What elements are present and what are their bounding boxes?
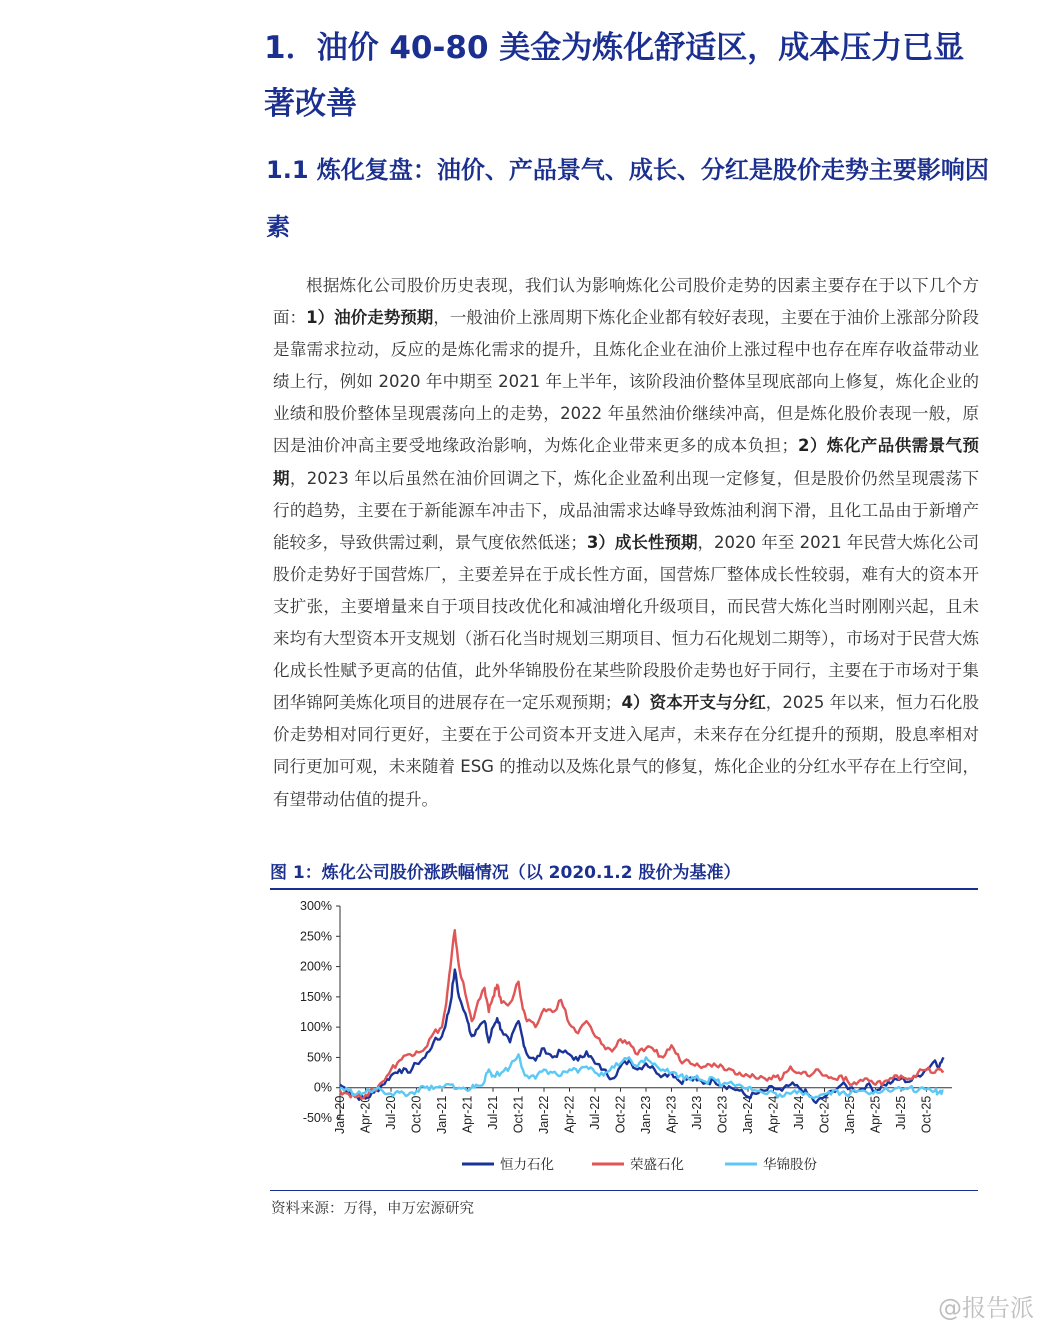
- legend-label: 华锦股份: [763, 1157, 817, 1173]
- x-tick-label: Jul-24: [792, 1095, 806, 1130]
- x-tick-label: Jan-24: [741, 1095, 755, 1134]
- para-bold-3: 3）成长性预期: [586, 532, 698, 552]
- stock-price-line-chart: [270, 892, 970, 1187]
- x-tick-label: Oct-20: [409, 1095, 424, 1134]
- x-tick-label: Apr-23: [664, 1095, 679, 1134]
- x-tick-label: Apr-24: [766, 1095, 781, 1134]
- x-tick-label: Jul-23: [690, 1095, 704, 1130]
- x-tick-label: Jul-20: [384, 1095, 398, 1130]
- para-bold-4: 4）资本开支与分红: [621, 693, 766, 713]
- y-axis: [300, 899, 340, 1125]
- source-note: 资料来源：万得，申万宏源研究: [271, 1201, 474, 1217]
- para-bold-2: 2）炼化产品供需景气预期: [273, 436, 980, 488]
- y-tick-label: 200%: [300, 959, 332, 974]
- y-tick-label: 250%: [300, 929, 332, 944]
- x-tick-label: Jul-21: [486, 1095, 500, 1130]
- x-axis: [333, 1088, 952, 1134]
- y-tick-label: 0%: [313, 1080, 332, 1095]
- x-tick-label: Oct-22: [613, 1095, 628, 1134]
- section-heading: 1．油价 40-80 美金为炼化舒适区，成本压力已显著改善: [264, 30, 965, 122]
- series-line: [340, 930, 944, 1098]
- subsection-heading: 1.1 炼化复盘：油价、产品景气、成长、分红是股价走势主要影响因素: [266, 156, 989, 241]
- para-bold-1: 1）油价走势预期: [306, 308, 434, 328]
- x-tick-label: Apr-25: [868, 1095, 883, 1134]
- x-tick-label: Jul-22: [588, 1095, 602, 1130]
- y-tick-label: 50%: [306, 1050, 332, 1065]
- y-tick-label: 100%: [300, 1020, 332, 1035]
- para-text-1: 根据炼化公司股价历史表现，我们认为影响炼化公司股价走势的因素主要存在于以下几个方面：: [273, 276, 979, 328]
- series-lines: [340, 930, 944, 1103]
- figure-title: 图 1：炼化公司股价涨跌幅情况（以 2020.1.2 股价为基准）: [270, 860, 978, 890]
- x-tick-label: Jan-20: [333, 1095, 347, 1134]
- series-line: [340, 1054, 944, 1098]
- x-tick-label: Oct-23: [715, 1095, 730, 1134]
- x-tick-label: Jul-25: [894, 1095, 908, 1130]
- legend-label: 荣盛石化: [630, 1157, 684, 1173]
- body-paragraph: [273, 270, 979, 816]
- x-tick-label: Jan-21: [435, 1095, 449, 1134]
- x-tick-label: Jan-23: [639, 1095, 653, 1134]
- y-tick-label: -50%: [302, 1111, 332, 1125]
- x-tick-label: Jan-22: [537, 1095, 551, 1134]
- figure-bottom-rule: [270, 1190, 978, 1191]
- chart-legend: [462, 1156, 817, 1173]
- x-tick-label: Apr-21: [460, 1095, 475, 1134]
- para-text-5: ，2025 年以来，恒力石化股价走势相对同行更好，主要在于公司资本开支进入尾声，未来存在分红提升的预期，股息率相对同行更加可观，未来随着 ESG 的推动以及炼化景气的修复，炼化企业的分红水平存在上行空间，有望带动估值的提升。: [273, 693, 979, 809]
- x-tick-label: Apr-20: [358, 1095, 373, 1134]
- y-tick-label: 150%: [300, 989, 332, 1004]
- para-text-4: ，2020 年至 2021 年民营大炼化公司股价走势好于国营炼厂，主要差异在于成长性方面，国营炼厂整体成长性较弱，难有大的资本开支扩张，主要增量来自于项目技改优化和减油增化升级项目，而民营大炼化当时刚刚兴起，且未来均有大型资本开支规划（浙石化当时规划三期项目、恒力石化规划二期等），市场对于民营大炼化成长性赋予更高的估值，此外华锦股份在某些阶段股价走势也好于同行，主要在于市场对于集团华锦阿美炼化项目的进展存在一定乐观预期；: [273, 532, 980, 713]
- x-tick-label: Oct-24: [817, 1095, 832, 1134]
- x-tick-label: Oct-21: [511, 1095, 526, 1134]
- para-text-3: ，2023 年以后虽然在油价回调之下，炼化企业盈利出现一定修复，但是股价仍然呈现震荡下行的趋势，主要在于新能源车冲击下，成品油需求达峰导致炼油利润下滑，且化工品由于新增产能较多，导致供需过剩，景气度依然低迷；: [273, 468, 980, 552]
- y-tick-label: 300%: [300, 899, 332, 913]
- legend-label: 恒力石化: [500, 1157, 554, 1173]
- x-tick-label: Apr-22: [562, 1095, 577, 1134]
- para-text-2: ，一般油价上涨周期下炼化企业都有较好表现，主要在于油价上涨部分阶段是靠需求拉动，反应的是炼化需求的提升，且炼化企业在油价上涨过程中也存在库存收益带动业绩上行，例如 2020 年中期至 2021 年上半年，该阶段油价整体呈现底部向上修复，炼化企业的业绩和股价整体呈现震荡向上的走势，2022 年虽然油价继续冲高，但是炼化股价表现一般，原因是油价冲高主要受地缘政治影响，为炼化企业带来更多的成本负担；: [273, 308, 980, 456]
- x-tick-label: Jan-25: [843, 1095, 857, 1134]
- x-tick-label: Oct-25: [919, 1095, 934, 1134]
- watermark: @报告派: [938, 1294, 1034, 1322]
